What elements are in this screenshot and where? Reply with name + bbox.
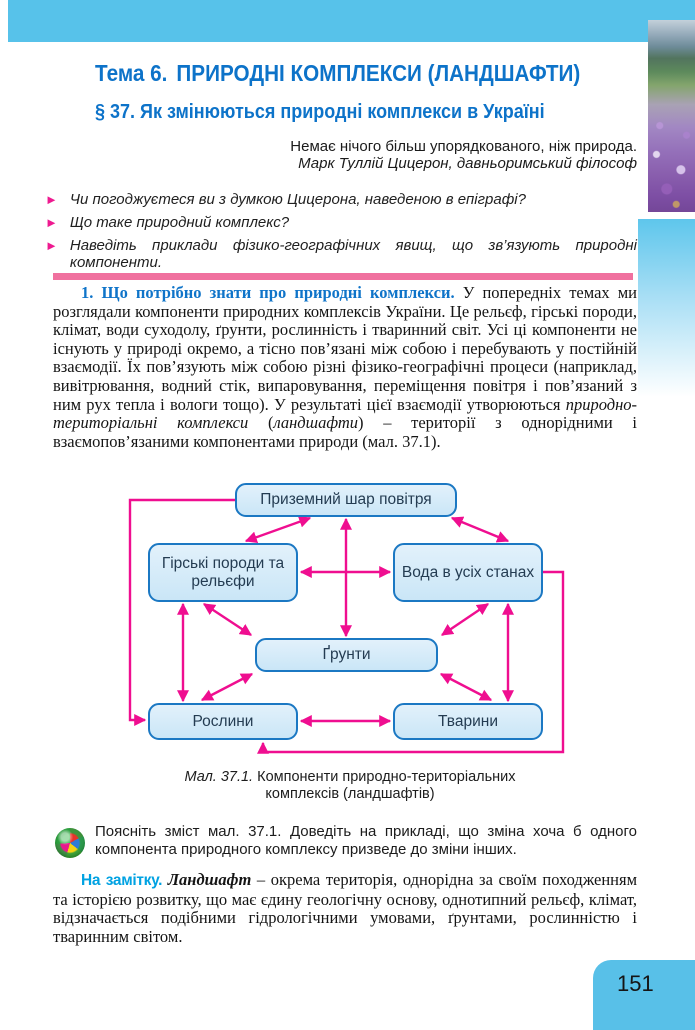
- question-item: [45, 191, 637, 208]
- question-item: [45, 214, 637, 231]
- page-number-tab: [593, 960, 695, 1030]
- term-italic: природно-територіальні комплекси: [53, 394, 638, 433]
- triangle-bullet-icon: ►: [45, 192, 58, 207]
- figure-caption: [100, 769, 600, 802]
- diagram-node-water: Вода в усіх станах: [393, 543, 543, 602]
- paragraph-title: § 37. Як змінюються природні комплекси в Україні: [95, 101, 545, 123]
- right-gradient-strip: [638, 219, 695, 397]
- question-text: Чи погоджуєтеся ви з думкою Цицерона, наведеною в епіграфі?: [69, 191, 526, 208]
- note-label: На замітку.: [81, 872, 163, 889]
- term-italic: ландшафти: [273, 413, 358, 433]
- intro-questions: [45, 191, 637, 277]
- triangle-bullet-icon: ►: [45, 215, 58, 230]
- main-paragraph: 1. Що потрібно знати про природні комплекси. У попередніх темах ми розглядали компоненти природних комплексів України. Це рельєф, гірські породи, клімат, води суходолу, ґрунти, рослинність і тваринний світ. Усі ці компоненти не існують у природі окремо, а тісно пов’язані між собою і перебувають у постійній взаємодії. Їх пов’язують між собою різні фізико-географічні процеси (наприклад, вивітрювання, водний стік, випаровування, переміщення повітря і пов’язаний з ним рух тепла і вологи тощо). У результаті цієї взаємодії утворюються природно-територіальні комплекси (ландшафти) – території з однорідними і взаємопов’язаними компонентами природи (мал. 37.1).: [53, 283, 638, 451]
- question-item: [45, 237, 637, 271]
- diagram-node-animals: Тварини: [393, 703, 543, 740]
- triangle-bullet-icon: ►: [45, 238, 58, 253]
- question-text: Що таке природний комплекс?: [69, 214, 290, 231]
- diagram-node-air: Приземний шар повітря: [235, 483, 457, 517]
- top-header-band: [8, 0, 695, 42]
- note-body: – окрема територія, однорідна за своїм походженням та історією розвитку, що має єдину геологічну основу, однотипний рельєф, клімат, відзначається подібними гідрологічними умовами, ґрунтами, рослинністю і тваринним світом.: [53, 870, 638, 946]
- figure-37-1-diagram: [100, 470, 600, 770]
- diagram-node-soils: Ґрунти: [255, 638, 438, 672]
- theme-label: Тема 6.: [95, 60, 168, 86]
- paragraph-body: У попередніх темах ми розглядали компоненти природних комплексів України. Це рельєф, гірські породи, клімат, води суходолу, ґрунти, рослинність і тваринний світ. Усі ці компоненти не існують у природі окремо, а тісно пов’язані між собою і перебувають у постійній взаємодії. Їх пов’язують між собою різні фізико-географічні процеси (наприклад, вивітрювання, водний стік, випаровування, переміщення повітря і пов’язаний з ним рух тепла і вологи тощо). У результаті цієї взаємодії утворюються: [53, 283, 637, 414]
- epigraph-quote: Немає нічого більш упорядкованого, ніж природа.: [290, 138, 637, 155]
- diagram-node-rocks-relief: Гірські породи та рельєфи: [148, 543, 298, 602]
- figure-number: Мал. 37.1.: [184, 769, 254, 785]
- figure-caption-text: Компоненти природно-територіальних комплексів (ландшафтів): [257, 769, 516, 802]
- section-divider-bar: [53, 273, 633, 280]
- page-number: 151: [617, 971, 654, 996]
- task-text: Поясніть зміст мал. 37.1. Доведіть на прикладі, що зміна хоча б одного компонента природного комплексу призведе до зміни інших.: [95, 823, 637, 858]
- epigraph-author: Марк Туллій Цицерон, давньоримський філософ: [298, 155, 637, 172]
- photo-crocus-field: [648, 20, 695, 212]
- theme-title-text: ПРИРОДНІ КОМПЛЕКСИ (ЛАНДШАФТИ): [176, 60, 581, 86]
- diagram-node-plants: Рослини: [148, 703, 298, 740]
- epigraph: [207, 138, 637, 172]
- theme-title: [95, 60, 634, 87]
- note-term: Ландшафт: [167, 870, 252, 889]
- note-paragraph: [53, 871, 637, 946]
- question-text: Наведіть приклади фізико-географічних явищ, що зв’язують природні компоненти.: [69, 237, 637, 271]
- puzzle-ball-icon: [55, 828, 85, 858]
- paragraph-lead: 1. Що потрібно знати про природні комплекси.: [81, 283, 455, 302]
